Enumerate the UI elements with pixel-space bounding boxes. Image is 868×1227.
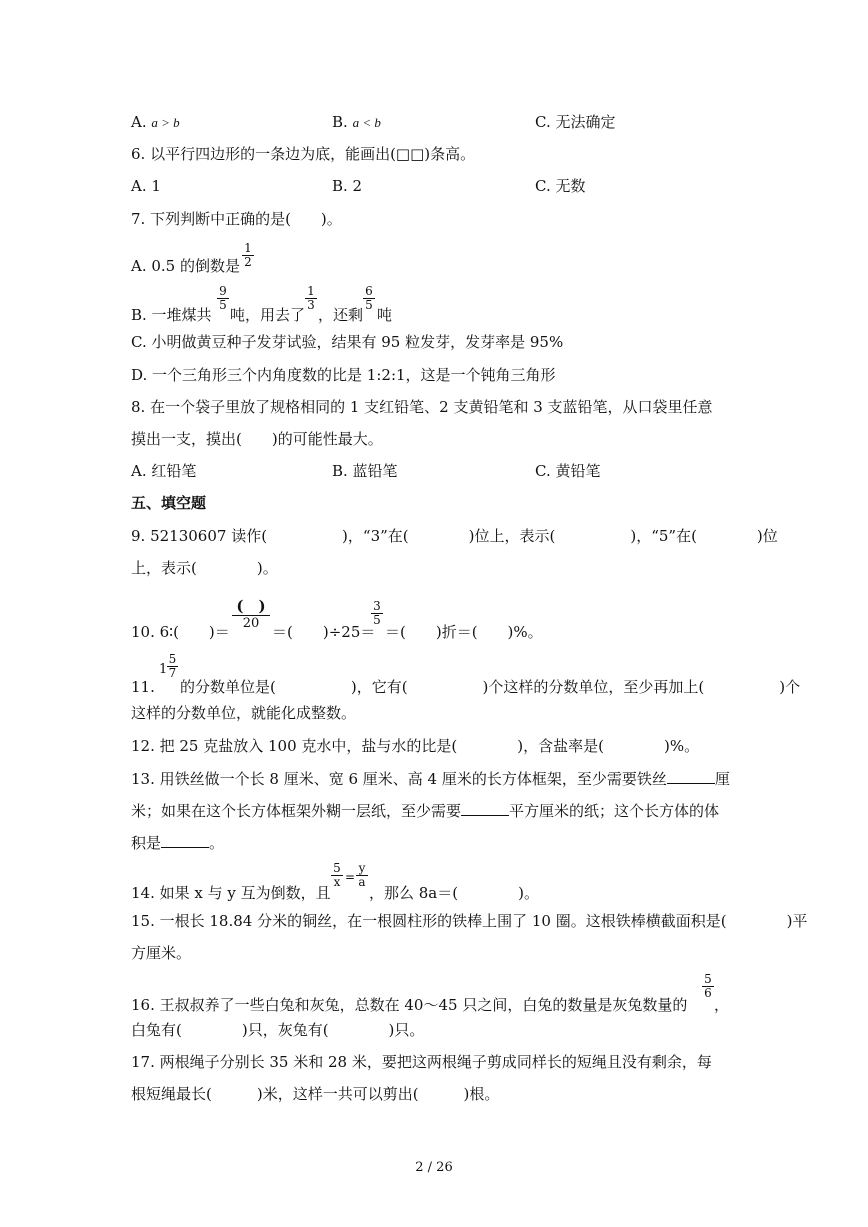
q13-blank-2 (461, 801, 509, 816)
q7-option-c: C. 小明做黄豆种子发芽试验，结果有 95 粒发芽，发芽率是 95% (131, 333, 564, 351)
q14-f2-den: a (356, 875, 368, 889)
q16-line-2: 白兔有( )只，灰兔有( )只。 (131, 1021, 425, 1039)
section-five-heading: 五、填空题 (131, 494, 207, 512)
q14-equals: = (345, 870, 356, 884)
q10-fraction-2 (371, 600, 383, 627)
q6-option-b: B. 2 (332, 177, 363, 195)
q7-option-b-part1: B. 一堆煤共 (131, 306, 212, 324)
q16-fraction (702, 973, 714, 1000)
q16-f-den: 6 (702, 986, 714, 1000)
q13-line-2 (131, 801, 719, 820)
q14-f2-num: y (358, 861, 366, 875)
q10-f2-den: 5 (371, 613, 383, 627)
q7-option-b-part3: ，还剩 (318, 306, 364, 324)
q14-f1-den: x (331, 875, 343, 889)
q7-a-numerator: 1 (244, 241, 252, 255)
q11-mixed-whole: 1 (159, 662, 168, 677)
q7-b-f3-num: 6 (365, 284, 373, 298)
q10-fraction-1 (232, 597, 270, 631)
q10-f2-num: 3 (373, 599, 381, 613)
q5-option-c: C. 无法确定 (535, 113, 616, 131)
q11-mixed-fraction (167, 653, 178, 680)
q7-b-fraction-2 (305, 285, 317, 312)
q14-fraction-1 (331, 862, 343, 889)
q8-option-b: B. 蓝铅笔 (332, 462, 398, 480)
q13-line-2b: 平方厘米的纸；这个长方体的体 (509, 802, 720, 820)
q6-option-a: A. 1 (131, 177, 161, 195)
q14-part-2: ，那么 8a＝( )。 (369, 884, 539, 902)
q16-f-num: 5 (704, 972, 712, 986)
q7-b-f1-den: 5 (217, 298, 229, 312)
q7-option-b-part2: 吨，用去了 (230, 306, 306, 324)
q13-line-1a: 13. 用铁丝做一个长 8 厘米、宽 6 厘米、高 4 厘米的长方体框架，至少需要铁丝 (131, 770, 667, 788)
q5-option-b (332, 113, 381, 132)
q8-line-1: 8. 在一个袋子里放了规格相同的 1 支红铅笔、2 支黄铅笔和 3 支蓝铅笔，从口袋里任意 (131, 398, 713, 416)
q11-mixed-den: 7 (168, 666, 177, 680)
q13-line-3a: 积是 (131, 834, 162, 852)
q12-text: 12. 把 25 克盐放入 100 克水中，盐与水的比是( )，含盐率是( )%。 (131, 737, 700, 755)
q7-b-f2-num: 1 (307, 284, 315, 298)
q7-option-a-text: A. 0.5 的倒数是 (131, 257, 240, 275)
q8-option-a: A. 红铅笔 (131, 462, 197, 480)
q13-line-3 (131, 833, 224, 852)
q7-b-f2-den: 3 (305, 298, 317, 312)
q14-f1-num: 5 (333, 861, 341, 875)
q8-line-2: 摸出一支，摸出( )的可能性最大。 (131, 430, 383, 448)
q5-option-a-label: A. (131, 113, 147, 131)
q13-line-1 (131, 769, 730, 788)
q10-part-2: ＝( )÷25＝ (272, 623, 376, 641)
q10-f1-den: 20 (232, 615, 270, 631)
q7-b-fraction-1 (217, 285, 229, 312)
q7-option-a-fraction (242, 242, 254, 269)
q13-line-3b: 。 (209, 834, 225, 852)
q11-number: 11. (131, 678, 155, 696)
q6-option-c: C. 无数 (535, 177, 586, 195)
q5-option-b-label: B. (332, 113, 348, 131)
q14-fraction-2 (356, 862, 368, 889)
q15-line-2: 方厘米。 (131, 944, 192, 962)
page-number: 2 / 26 (415, 1160, 453, 1175)
q6-stem: 6. 以平行四边形的一条边为底，能画出(□□)条高。 (131, 145, 476, 163)
q11-line-2: 这样的分数单位，就能化成整数。 (131, 704, 357, 722)
q7-a-denominator: 2 (242, 255, 254, 269)
q11-line-1: 的分数单位是( )，它有( )个这样的分数单位，至少再加上( )个 (180, 678, 801, 696)
q7-b-f3-den: 5 (363, 298, 375, 312)
q9-line-1: 9. 52130607 读作( )，“3”在( )位上，表示( )，“5”在( )位 (131, 527, 778, 545)
q13-line-1b: 厘 (714, 770, 730, 788)
q7-option-d: D. 一个三角形三个内角度数的比是 1:2:1，这是一个钝角三角形 (131, 366, 556, 384)
q5-option-a (131, 113, 180, 132)
q7-b-f1-num: 9 (219, 284, 227, 298)
q10-part-1: 10. 6∶( )＝ (131, 623, 230, 641)
q13-line-2a: 米；如果在这个长方体框架外糊一层纸，至少需要 (131, 802, 462, 820)
q14-part-1: 14. 如果 x 与 y 互为倒数，且 (131, 884, 331, 902)
q15-line-1: 15. 一根长 18.84 分米的铜丝，在一根圆柱形的铁棒上围了 10 圈。这根铁棒横截面积是( )平 (131, 912, 808, 930)
q13-blank-1 (667, 769, 715, 784)
q7-b-fraction-3 (363, 285, 375, 312)
q16-comma: ， (714, 996, 730, 1014)
q16-line-1: 16. 王叔叔养了一些白兔和灰兔，总数在 40～45 只之间，白兔的数量是灰兔数量的 (131, 996, 688, 1014)
q17-line-2: 根短绳最长( )米，这样一共可以剪出( )根。 (131, 1085, 500, 1103)
q7-option-b-part4: 吨 (377, 306, 393, 324)
q8-option-c: C. 黄铅笔 (535, 462, 601, 480)
q11-mixed-num: 5 (168, 652, 177, 666)
q10-part-3: ＝( )折＝( )%。 (385, 623, 543, 641)
q9-line-2: 上，表示( )。 (131, 559, 278, 577)
q5-option-a-expr: a > b (151, 115, 180, 130)
q10-f1-num: ( ) (236, 597, 266, 615)
q7-stem: 7. 下列判断中正确的是( )。 (131, 210, 342, 228)
q5-option-b-expr: a < b (352, 115, 381, 130)
q13-blank-3 (161, 833, 209, 848)
q17-line-1: 17. 两根绳子分别长 35 米和 28 米，要把这两根绳子剪成同样长的短绳且没有剩余，每 (131, 1053, 712, 1071)
